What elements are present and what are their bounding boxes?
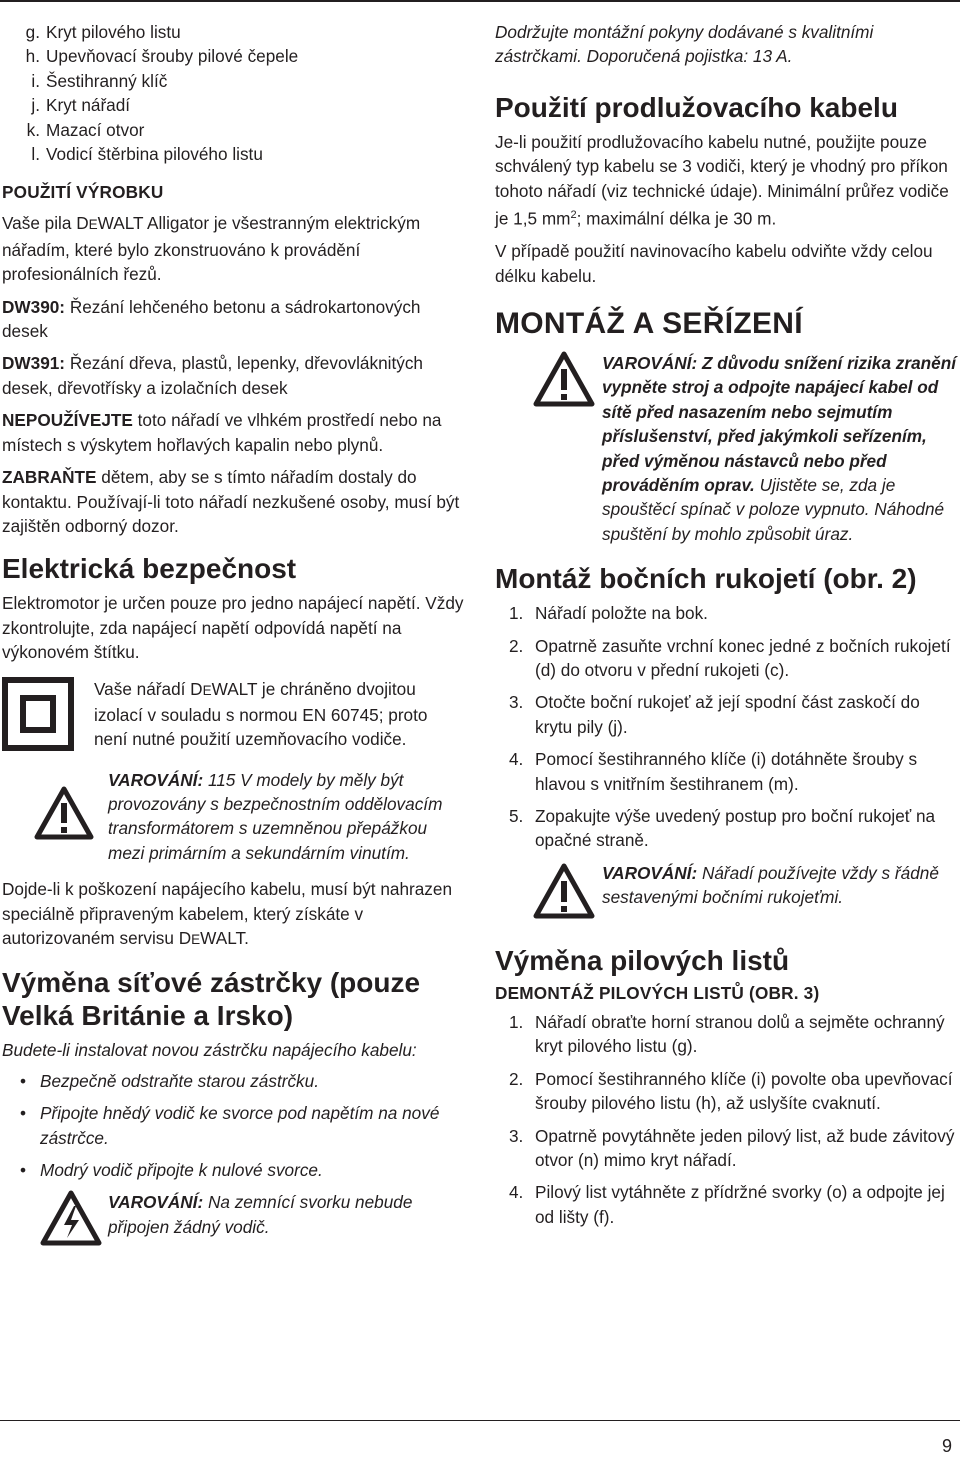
list-item: • Bezpečně odstraňte starou zástrčku.	[2, 1069, 464, 1093]
electrical-heading: Elektrická bezpečnost	[2, 553, 297, 585]
warning-triangle-icon	[495, 861, 602, 924]
fuse-note: Dodržujte montážní pokyny dodávané s kvalitními zástrčkami. Doporučená pojistka: 13 A.	[495, 22, 874, 67]
warning-triangle-icon	[2, 768, 108, 845]
insulation-note	[2, 677, 464, 756]
handles-heading: Montáž bočních rukojetí (obr. 2)	[495, 563, 917, 595]
warning-triangle-icon	[495, 351, 602, 412]
assembly-warning-text: VAROVÁNÍ: Z důvodu snížení rizika zranění vypněte stroj a odpojte napájecí kabel od sítě před nasazením nebo sejmutím příslušenství, před jakýmkoli seřízením, před výměnou nástavců nebo před prováděním oprav. Ujistěte se, zda je spouštěcí spínač v poloze vypnuto. Náhodné spuštění by mohlo způsobit úraz.	[602, 352, 956, 544]
legend-item: g. Kryt pilového listu	[25, 22, 181, 42]
list-item: • Modrý vodič připojte k nulové svorce.	[2, 1158, 464, 1182]
legend-item: h. Upevňovací šrouby pilové čepele	[25, 46, 299, 67]
no-use-paragraph: NEPOUŽÍVEJTE toto nářadí ve vlhkém prostředí nebo na místech s výskytem hořlavých kapalin nebo plynů.	[2, 410, 442, 455]
list-item: 1. Nářadí obraťte horní stranou dolů a sejměte ochranný kryt pilového listu (g).	[509, 1011, 945, 1057]
dw391-paragraph: DW391: Řezání dřeva, plastů, lepenky, dřevovláknitých desek, dřevotřísky a izolačních desek	[2, 353, 423, 398]
legend-item: l. Vodicí štěrbina pilového listu	[31, 144, 263, 165]
assembly-warning	[495, 351, 957, 546]
plug-intro: Budete-li instalovat novou zástrčku napájecího kabelu:	[2, 1040, 417, 1061]
electrical-text: Elektromotor je určen pouze pro jedno napájecí napětí. Vždy zkontrolujte, zda napájecí napětí odpovídá napětí na výkonovém štítku.	[2, 593, 464, 663]
usage-intro: Vaše pila DEWALT Alligator je všestranným elektrickým nářadím, které bylo zkonstruováno k provádění profesionálních řezů.	[2, 213, 421, 285]
legend-item: k. Mazací otvor	[26, 119, 145, 140]
page-number: 9	[941, 1436, 952, 1456]
right-column	[495, 20, 957, 1237]
double-insulation-icon	[2, 677, 94, 756]
earth-warning	[2, 1190, 464, 1251]
list-item: 3. Opatrně povytáhněte jeden pilový list, až bude závitový otvor (n) mimo kryt nářadí.	[509, 1125, 955, 1170]
handles-steps	[495, 601, 957, 853]
transformer-warning	[2, 768, 464, 866]
handles-warning-text: VAROVÁNÍ: Nářadí používejte vždy s řádně sestavenými bočními rukojeťmi.	[602, 862, 939, 908]
handles-warning	[495, 861, 957, 924]
assembly-heading: MONTÁŽ A SEŘÍZENÍ	[495, 306, 803, 340]
extension-heading: Použití prodlužovacího kabelu	[495, 91, 898, 123]
blades-steps	[495, 1010, 957, 1229]
list-item: 4. Pilový list vytáhněte z přídržné svorky (o) a odpojte jej od lišty (f).	[509, 1182, 945, 1227]
extension-text: Je-li použití prodlužovacího kabelu nutné, použijte pouze schválený typ kabelu se 3 vodiči, který je vhodný pro příkon tohoto nářadí (viz technické údaje). Minimální průřez vodiče je 1,5 $mm^2$; maximální délka je 30 m.	[495, 131, 949, 229]
list-item: • Připojte hnědý vodič ke svorce pod napětím na nové zástrčce.	[2, 1101, 464, 1150]
top-rule	[0, 0, 960, 2]
list-item: 1. Nářadí položte na bok.	[509, 603, 708, 624]
blades-subheading: DEMONTÁŽ PILOVÝCH LISTŮ (OBR. 3)	[495, 982, 820, 1003]
list-item: 4. Pomocí šestihranného klíče (i) dotáhněte šrouby s hlavou s vnitřním šestihranem (m).	[509, 749, 918, 794]
transformer-warning-text: VAROVÁNÍ: 115 V modely by měly být provozovány s bezpečnostním oddělovacím transformátorem s uzemněnou přepážkou mezi primárním a sekundárním vinutím.	[108, 769, 443, 863]
legend-item: j. Kryt nářadí	[31, 95, 131, 116]
insulation-text: Vaše nářadí DEWALT je chráněno dvojitou izolací v souladu s normou EN 60745; proto není nutné použití uzemňovacího vodiče.	[94, 678, 428, 750]
reel-text: V případě použití navinovacího kabelu odviňte vždy celou délku kabelu.	[495, 241, 933, 286]
electric-hazard-icon	[2, 1190, 108, 1251]
earth-warning-text: VAROVÁNÍ: Na zemnící svorku nebude připojen žádný vodič.	[108, 1192, 413, 1237]
list-item: 2. Opatrně zasuňte vrchní konec jedné z bočních rukojetí (d) do otvoru v přední rukojeti (c).	[509, 635, 951, 681]
legend-item: i. Šestihranný klíč	[31, 70, 168, 91]
cable-paragraph: Dojde-li k poškození napájecího kabelu, musí být nahrazen speciálně připraveným kabelem, který získáte v autorizovaném servisu DEWALT.	[2, 879, 453, 948]
list-item: 2. Pomocí šestihranného klíče (i) povolte oba upevňovací šrouby pilového listu (h), až uslyšíte cvaknutí.	[509, 1068, 953, 1114]
plug-heading: Výměna síťové zástrčky (pouze Velká Británie a Irsko)	[2, 967, 421, 1032]
dw390-paragraph: DW390: Řezání lehčeného betonu a sádrokartonových desek	[2, 296, 421, 342]
left-column	[2, 20, 464, 1251]
list-item: 3. Otočte boční rukojeť až její spodní část zaskočí do krytu pily (j).	[509, 692, 920, 737]
children-paragraph: ZABRAŇTE dětem, aby se s tímto nářadím dostaly do kontaktu. Používají-li toto nářadí nezkušené osoby, musí být zajištěn odborný dozor.	[2, 467, 460, 536]
list-item: 5. Zopakujte výše uvedený postup pro boční rukojeť na opačné straně.	[509, 806, 936, 851]
parts-legend	[2, 20, 464, 166]
usage-heading: POUŽITÍ VÝROBKU	[2, 182, 164, 203]
bottom-rule	[0, 1420, 960, 1421]
blades-heading: Výměna pilových listů	[495, 944, 790, 976]
plug-bullet-list	[2, 1069, 464, 1183]
